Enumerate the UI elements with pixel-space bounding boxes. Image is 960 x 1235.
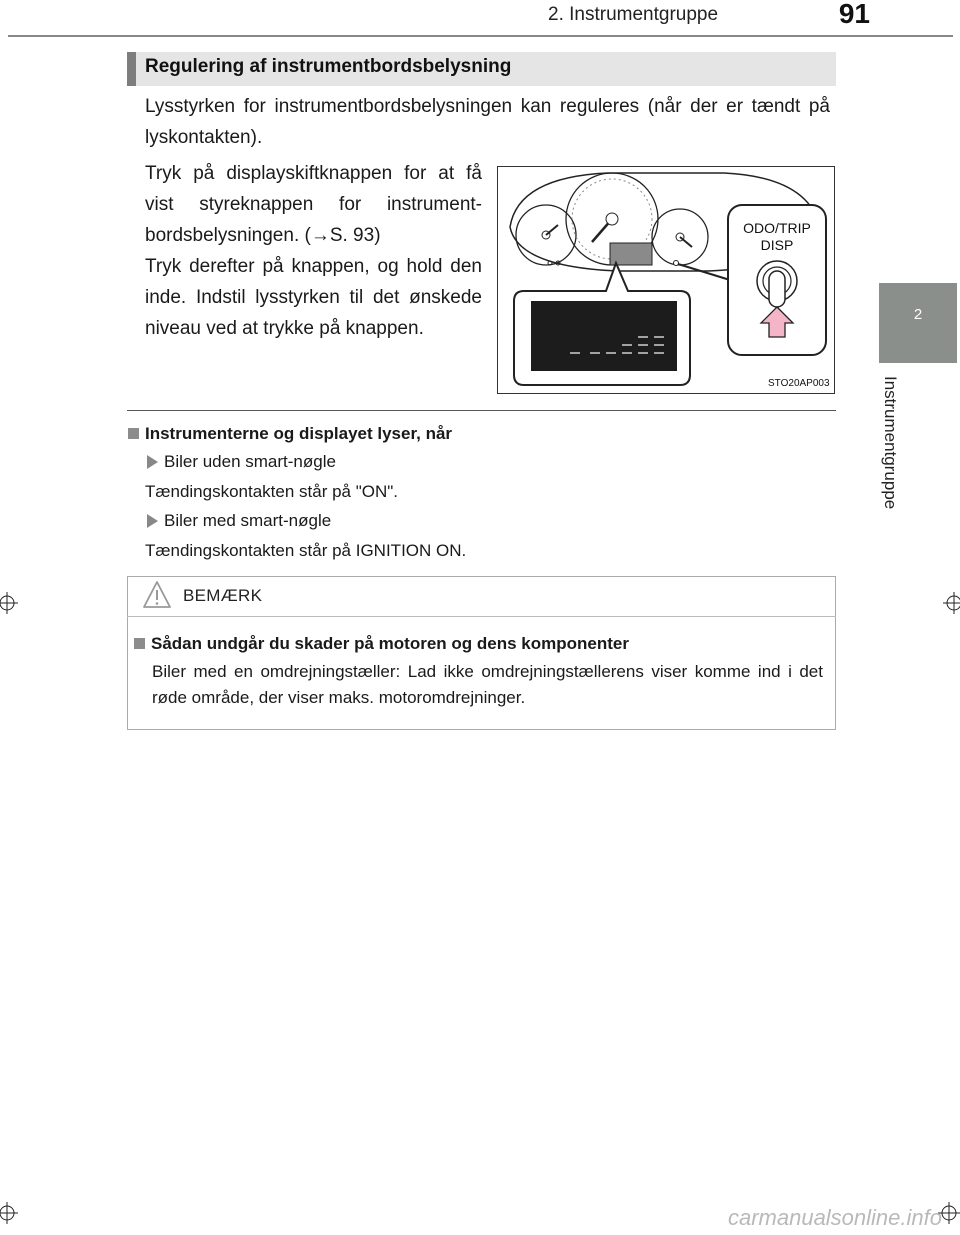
square-bullet-icon (134, 638, 145, 649)
section-divider (127, 410, 836, 411)
list-item-text: Tændingskontakten står på IGNITION ON. (145, 541, 467, 560)
list-item (147, 511, 331, 531)
instruction-part1: Tryk på displayskiftknappen for at få vist styreknappen for instrument-bordsbelysningen. ( (145, 163, 482, 246)
notice-body: Biler med en omdrejningstæller: Lad ikke omdrejningstællerens viser komme ind i det røde område, der viser maks. motoromdrejninger. (152, 662, 823, 707)
notice-subheading (134, 634, 629, 654)
page-number: 91 (838, 0, 870, 29)
conditions-heading-text: Instrumenterne og displayet lyser, når (145, 424, 453, 443)
section-heading-text: Regulering af instrumentbordsbelysning (145, 56, 512, 77)
header-rule (8, 35, 953, 37)
instructions-paragraph (145, 158, 482, 344)
chapter-tab-label: Instrumentgruppe (881, 376, 900, 510)
warning-triangle-icon (142, 580, 172, 610)
button-label-line2: DISP (760, 237, 794, 253)
notice-title: BEMÆRK (183, 586, 263, 605)
crop-mark-icon (0, 592, 18, 614)
instrument-panel-figure (497, 166, 835, 394)
instruction-part2: Tryk derefter på knappen, og hold den inde. Indstil lysstyrken til det ønskede niveau ved at trykke på knappen. (145, 256, 482, 339)
notice-subheading-text: Sådan undgår du skader på motoren og dens komponenter (151, 634, 629, 653)
notice-header-rule (127, 616, 836, 617)
chapter-tab (879, 283, 957, 363)
display-screen (531, 301, 677, 371)
button-label-line1: ODO/TRIP (743, 220, 811, 236)
intro-paragraph: Lysstyrken for instrumentbordsbelysningen kan reguleres (når der er tændt på lyskontakten). (145, 96, 830, 148)
triangle-bullet-icon (147, 455, 158, 469)
list-item-text: Tændingskontakten står på "ON". (145, 482, 399, 501)
list-item (147, 452, 336, 472)
instrument-cluster-illustration (498, 167, 834, 393)
reference-arrow-icon: → (310, 225, 330, 246)
chapter-tab-number: 2 (913, 306, 923, 323)
conditions-heading (128, 424, 452, 444)
odo-button-dot (674, 261, 679, 266)
triangle-bullet-icon (147, 514, 158, 528)
chapter-title: 2. Instrumentgruppe (548, 4, 719, 25)
list-item-label: Biler med smart-nøgle (164, 511, 332, 530)
watermark: carmanualsonline.info (727, 1205, 942, 1230)
crop-mark-icon (943, 592, 960, 614)
page-reference-link[interactable]: S. 93) (329, 225, 381, 246)
square-bullet-icon (128, 428, 139, 439)
section-heading (127, 52, 836, 86)
list-item-label: Biler uden smart-nøgle (164, 452, 336, 471)
crop-mark-icon (0, 1202, 18, 1224)
figure-code: STO20AP003 (768, 378, 830, 389)
